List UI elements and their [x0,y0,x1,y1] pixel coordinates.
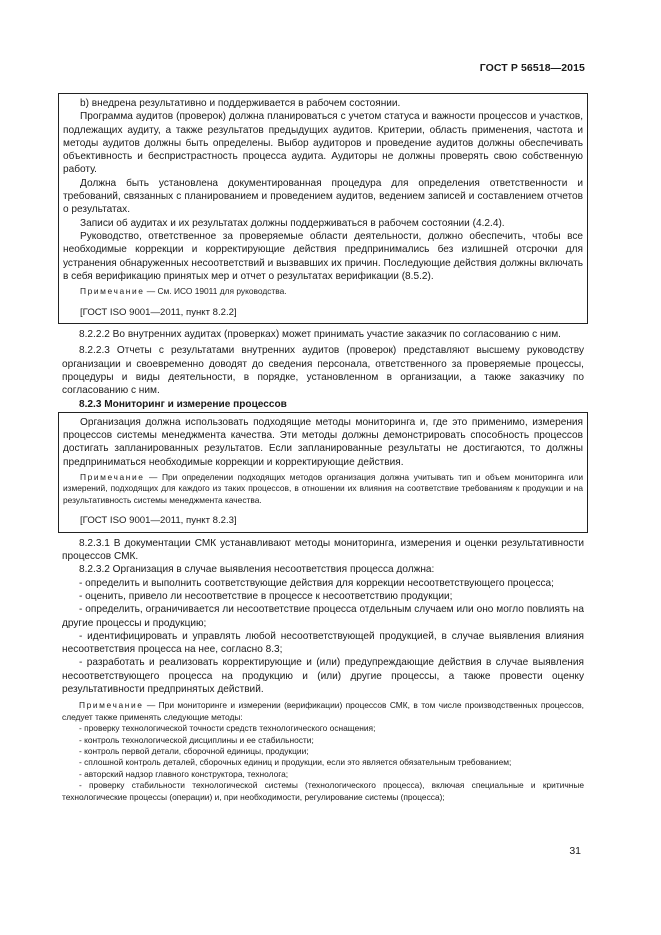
list-item: - проверку технологической точности средств технологического оснащения; [79,723,376,734]
clause-8-2-2-2: 8.2.2.2 Во внутренних аудитах (проверках) может принимать участие заказчик по согласованию с ним. [79,328,561,340]
box1-line-3: Записи об аудитах и их результатах должны поддерживаться в рабочем состоянии (4.2.4). [80,217,505,229]
standard-header: ГОСТ Р 56518—2015 [479,62,585,74]
box1-line-0: b) внедрена результативно и поддерживается в рабочем состоянии. [80,98,401,109]
box2-reference: [ГОСТ ISO 9001—2011, пункт 8.2.3] [80,515,237,527]
box2-note-label: Примечание [80,471,145,482]
section-title-8-2-3: 8.2.3 Мониторинг и измерение процессов [79,399,287,411]
list-item: - определить, ограничивается ли несоответствие процесса отдельным случаем или оно могло повлиять на другие процессы и продукцию; [62,604,584,629]
box1-line-2: Должна быть установлена документированная процедура для определения ответственности и требований, связанных с планированием и проведением аудитов, ведением записей и составлением отчетов о результатах. [63,177,583,216]
list-item: - определить и выполнить соответствующие действия для коррекции несоответствующего процесса; [79,577,554,589]
quoted-requirements-box-2 [58,412,588,533]
list-item: - идентифицировать и управлять любой несоответствующей продукцией, в случае выявления влияния несоответствия процесса на нее, согласно 8.3; [62,630,584,656]
box1-line-4: Руководство, ответственное за проверяемые области деятельности, должно обеспечить, чтобы все необходимые коррекции и корректирующие действия предпринимались без излишней отсрочки для устранения обнаруженных несоответствий и вызвавших их причин. Последующие действия должны включать в себя верификацию принятых мер и отчет о результатах верификации (8.5.2). [63,230,583,282]
box2-text: Организация должна использовать подходящие методы мониторинга и, где это применимо, измерения процессов системы менеджмента качества. Эти методы должны демонстрировать способность процессов достигать запланированных результатов. Если запланированные результаты не достигаются, то должны предприниматься необходимые коррекции и корректирующие действия. [63,416,583,468]
list-item: - разработать и реализовать корректирующие и (или) предупреждающие действия в случае выявления несоответствующего процесса на продукцию и (или) другие процессы, а также провести оценку результативности предпринятых действий. [62,657,584,695]
list-item: - авторский надзор главного конструктора, технолога; [79,768,289,779]
methods-note-intro [62,700,584,723]
box2-note [63,472,583,507]
box1-note [63,286,583,298]
clause-8-2-3-1: 8.2.3.1 В документации СМК устанавливают методы мониторинга, измерения и оценки результативности процессов СМК. [62,537,584,563]
list-item: - сплошной контроль деталей, сборочных единиц и продукции, если это является обязательным требованием; [79,757,512,768]
list-item: - оценить, привело ли несоответствие в процессе к несоответствию продукции; [79,590,453,602]
clauses-after-box2 [58,537,588,697]
clause-8-2-2-3: 8.2.2.3 Отчеты с результатами внутренних аудитов (проверок) представляют высшему руководству организации и своевременно доводят до сведения персонала, ответственного за проверяемые процессы, процедуры и виды деятельности, в порядке, установленном в организации, а также заказчику по согласованию с ним. [62,345,584,397]
quoted-requirements-box-1 [58,93,588,324]
list-item: - контроль первой детали, сборочной единицы, продукции; [79,745,309,756]
list-item: - проверку стабильности технологической системы (технологического процесса), включая специальные и критичные технологические процессы (операции) и, при необходимости, регулирование системы (процесса); [62,780,584,802]
box1-note-label: Примечание [80,286,145,297]
box1-reference: [ГОСТ ISO 9001—2011, пункт 8.2.2] [80,306,237,318]
methods-note-text: — При мониторинге и измерении (верификации) процессов СМК, в том числе производственных процессов, следует также применять следующие методы: [62,700,584,722]
page-content [58,93,588,803]
page-number: 31 [569,845,581,857]
clause-8-2-3-2: 8.2.3.2 Организация в случае выявления несоответствия процесса должна: [79,564,435,576]
clauses-after-box1 [58,328,588,412]
box1-note-text: — См. ИСО 19011 для руководства. [144,286,287,297]
methods-note [58,700,588,803]
methods-note-label: Примечание [79,700,144,711]
box2-note-text: — При определении подходящих методов организация должна учитывать тип и объем мониторинга или измерений, подходящих для каждого из таких процессов, в отношении их влияния на соответствие требованиям к продукции и на результативность системы менеджмента качества. [63,471,583,505]
box1-line-1: Программа аудитов (проверок) должна планироваться с учетом статуса и важности процессов и участков, подлежащих аудиту, а также результатов предыдущих аудитов. Критерии, область применения, частота и методы аудитов должны быть определены. Выбор аудиторов и проведение аудитов должны обеспечивать объективность и беспристрастность процесса аудита. Аудиторы не должны проверять свою собственную работу. [63,111,583,176]
list-item: - контроль технологической дисциплины и ее стабильности; [79,734,314,745]
